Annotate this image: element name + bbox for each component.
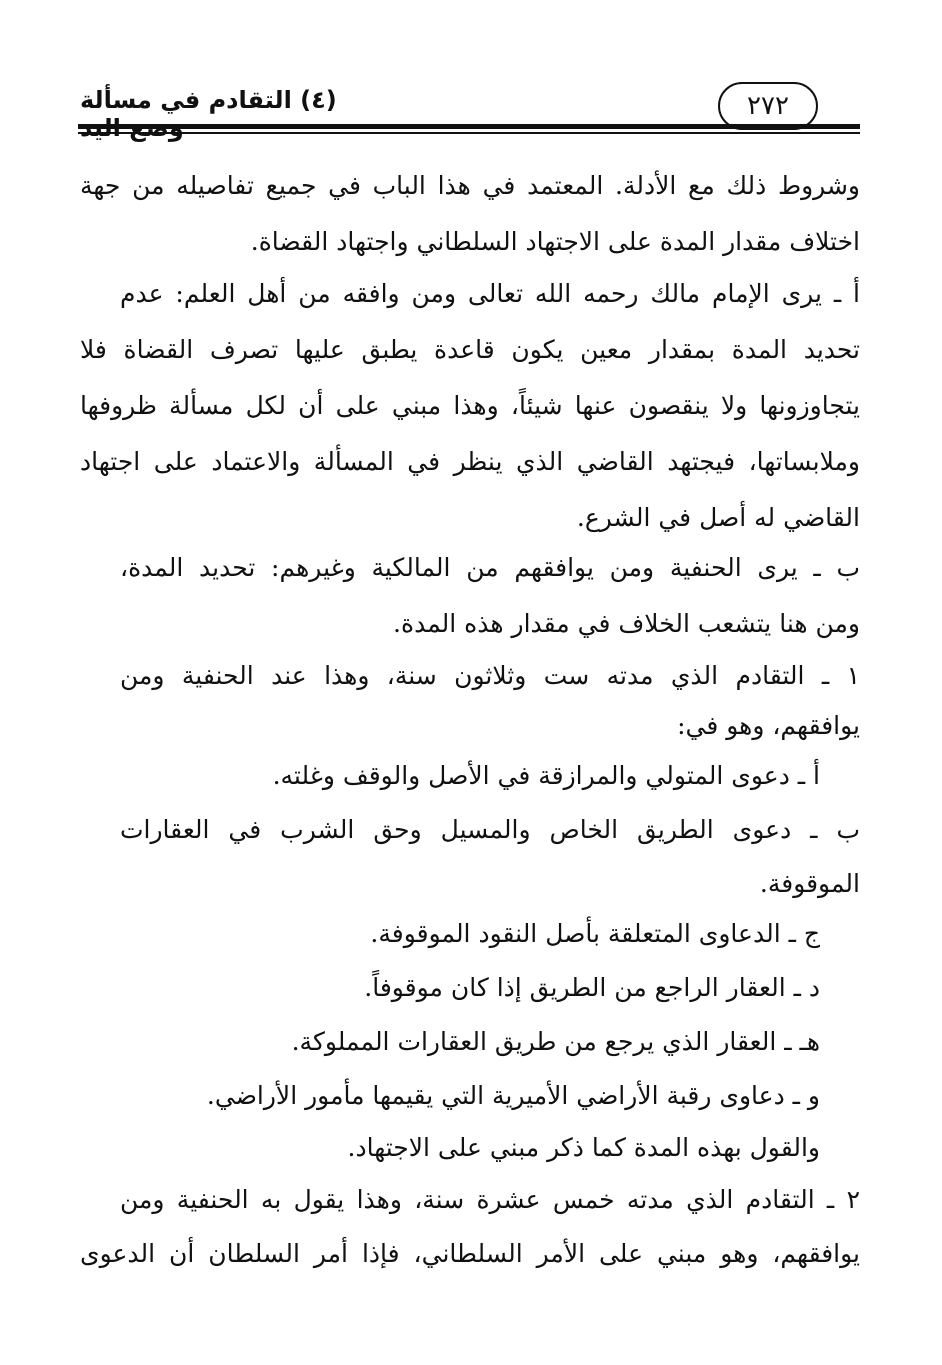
text-line: ومن هنا يتشعب الخلاف في مقدار هذه المدة. bbox=[393, 609, 860, 638]
text-line: ج ـ الدعاوى المتعلقة بأصل النقود الموقوفة. bbox=[370, 919, 820, 948]
text-line: أ ـ دعوى المتولي والمرازقة في الأصل والوقف وغلته. bbox=[272, 761, 820, 790]
text-line: أ ـ يرى الإمام مالك رحمه الله تعالى ومن وافقه من أهل العلم: عدم bbox=[120, 279, 860, 308]
page-number: ٢٧٢ bbox=[718, 82, 818, 130]
text-line: ب ـ يرى الحنفية ومن يوافقهم من المالكية وغيرهم: تحديد المدة، bbox=[120, 553, 860, 582]
header-rule-thick bbox=[78, 124, 860, 129]
text-line: وملابساتها، فيجتهد القاضي الذي ينظر في المسألة والاعتماد على اجتهاد bbox=[80, 447, 860, 476]
text-line: تحديد المدة بمقدار معين يكون قاعدة يطبق عليها تصرف القضاة فلا bbox=[80, 335, 860, 364]
text-line: القاضي له أصل في الشرع. bbox=[576, 503, 860, 532]
text-line: ب ـ دعوى الطريق الخاص والمسيل وحق الشرب في العقارات bbox=[120, 815, 860, 844]
running-title: (٤) التقادم في مسألة bbox=[80, 86, 337, 114]
text-line: د ـ العقار الراجع من الطريق إذا كان موقوفاً. bbox=[364, 973, 820, 1002]
text-line: يوافقهم، وهو في: bbox=[677, 711, 860, 740]
text-line: اختلاف مقدار المدة على الاجتهاد السلطاني واجتهاد القضاة. bbox=[250, 227, 860, 256]
text-line: يتجاوزونها ولا ينقصون عنها شيئاً، وهذا مبني على أن لكل مسألة ظروفها bbox=[80, 391, 860, 420]
text-line: ٢ ـ التقادم الذي مدته خمس عشرة سنة، وهذا يقول به الحنفية ومن bbox=[120, 1185, 860, 1214]
text-line: هـ ـ العقار الذي يرجع من طريق العقارات المملوكة. bbox=[291, 1027, 820, 1056]
text-line: و ـ دعاوى رقبة الأراضي الأميرية التي يقيمها مأمور الأراضي. bbox=[206, 1081, 820, 1110]
text-line: وشروط ذلك مع الأدلة. المعتمد في هذا الباب في جميع تفاصيله من جهة bbox=[80, 171, 860, 200]
text-line: ١ ـ التقادم الذي مدته ست وثلاثون سنة، وهذا عند الحنفية ومن bbox=[120, 661, 860, 690]
text-line: الموقوفة. bbox=[759, 869, 860, 898]
header-rule-thin bbox=[78, 132, 860, 134]
text-line: والقول بهذه المدة كما ذكر مبني على الاجتهاد. bbox=[347, 1133, 820, 1162]
text-line: يوافقهم، وهو مبني على الأمر السلطاني، فإذا أمر السلطان أن الدعوى bbox=[80, 1239, 860, 1268]
